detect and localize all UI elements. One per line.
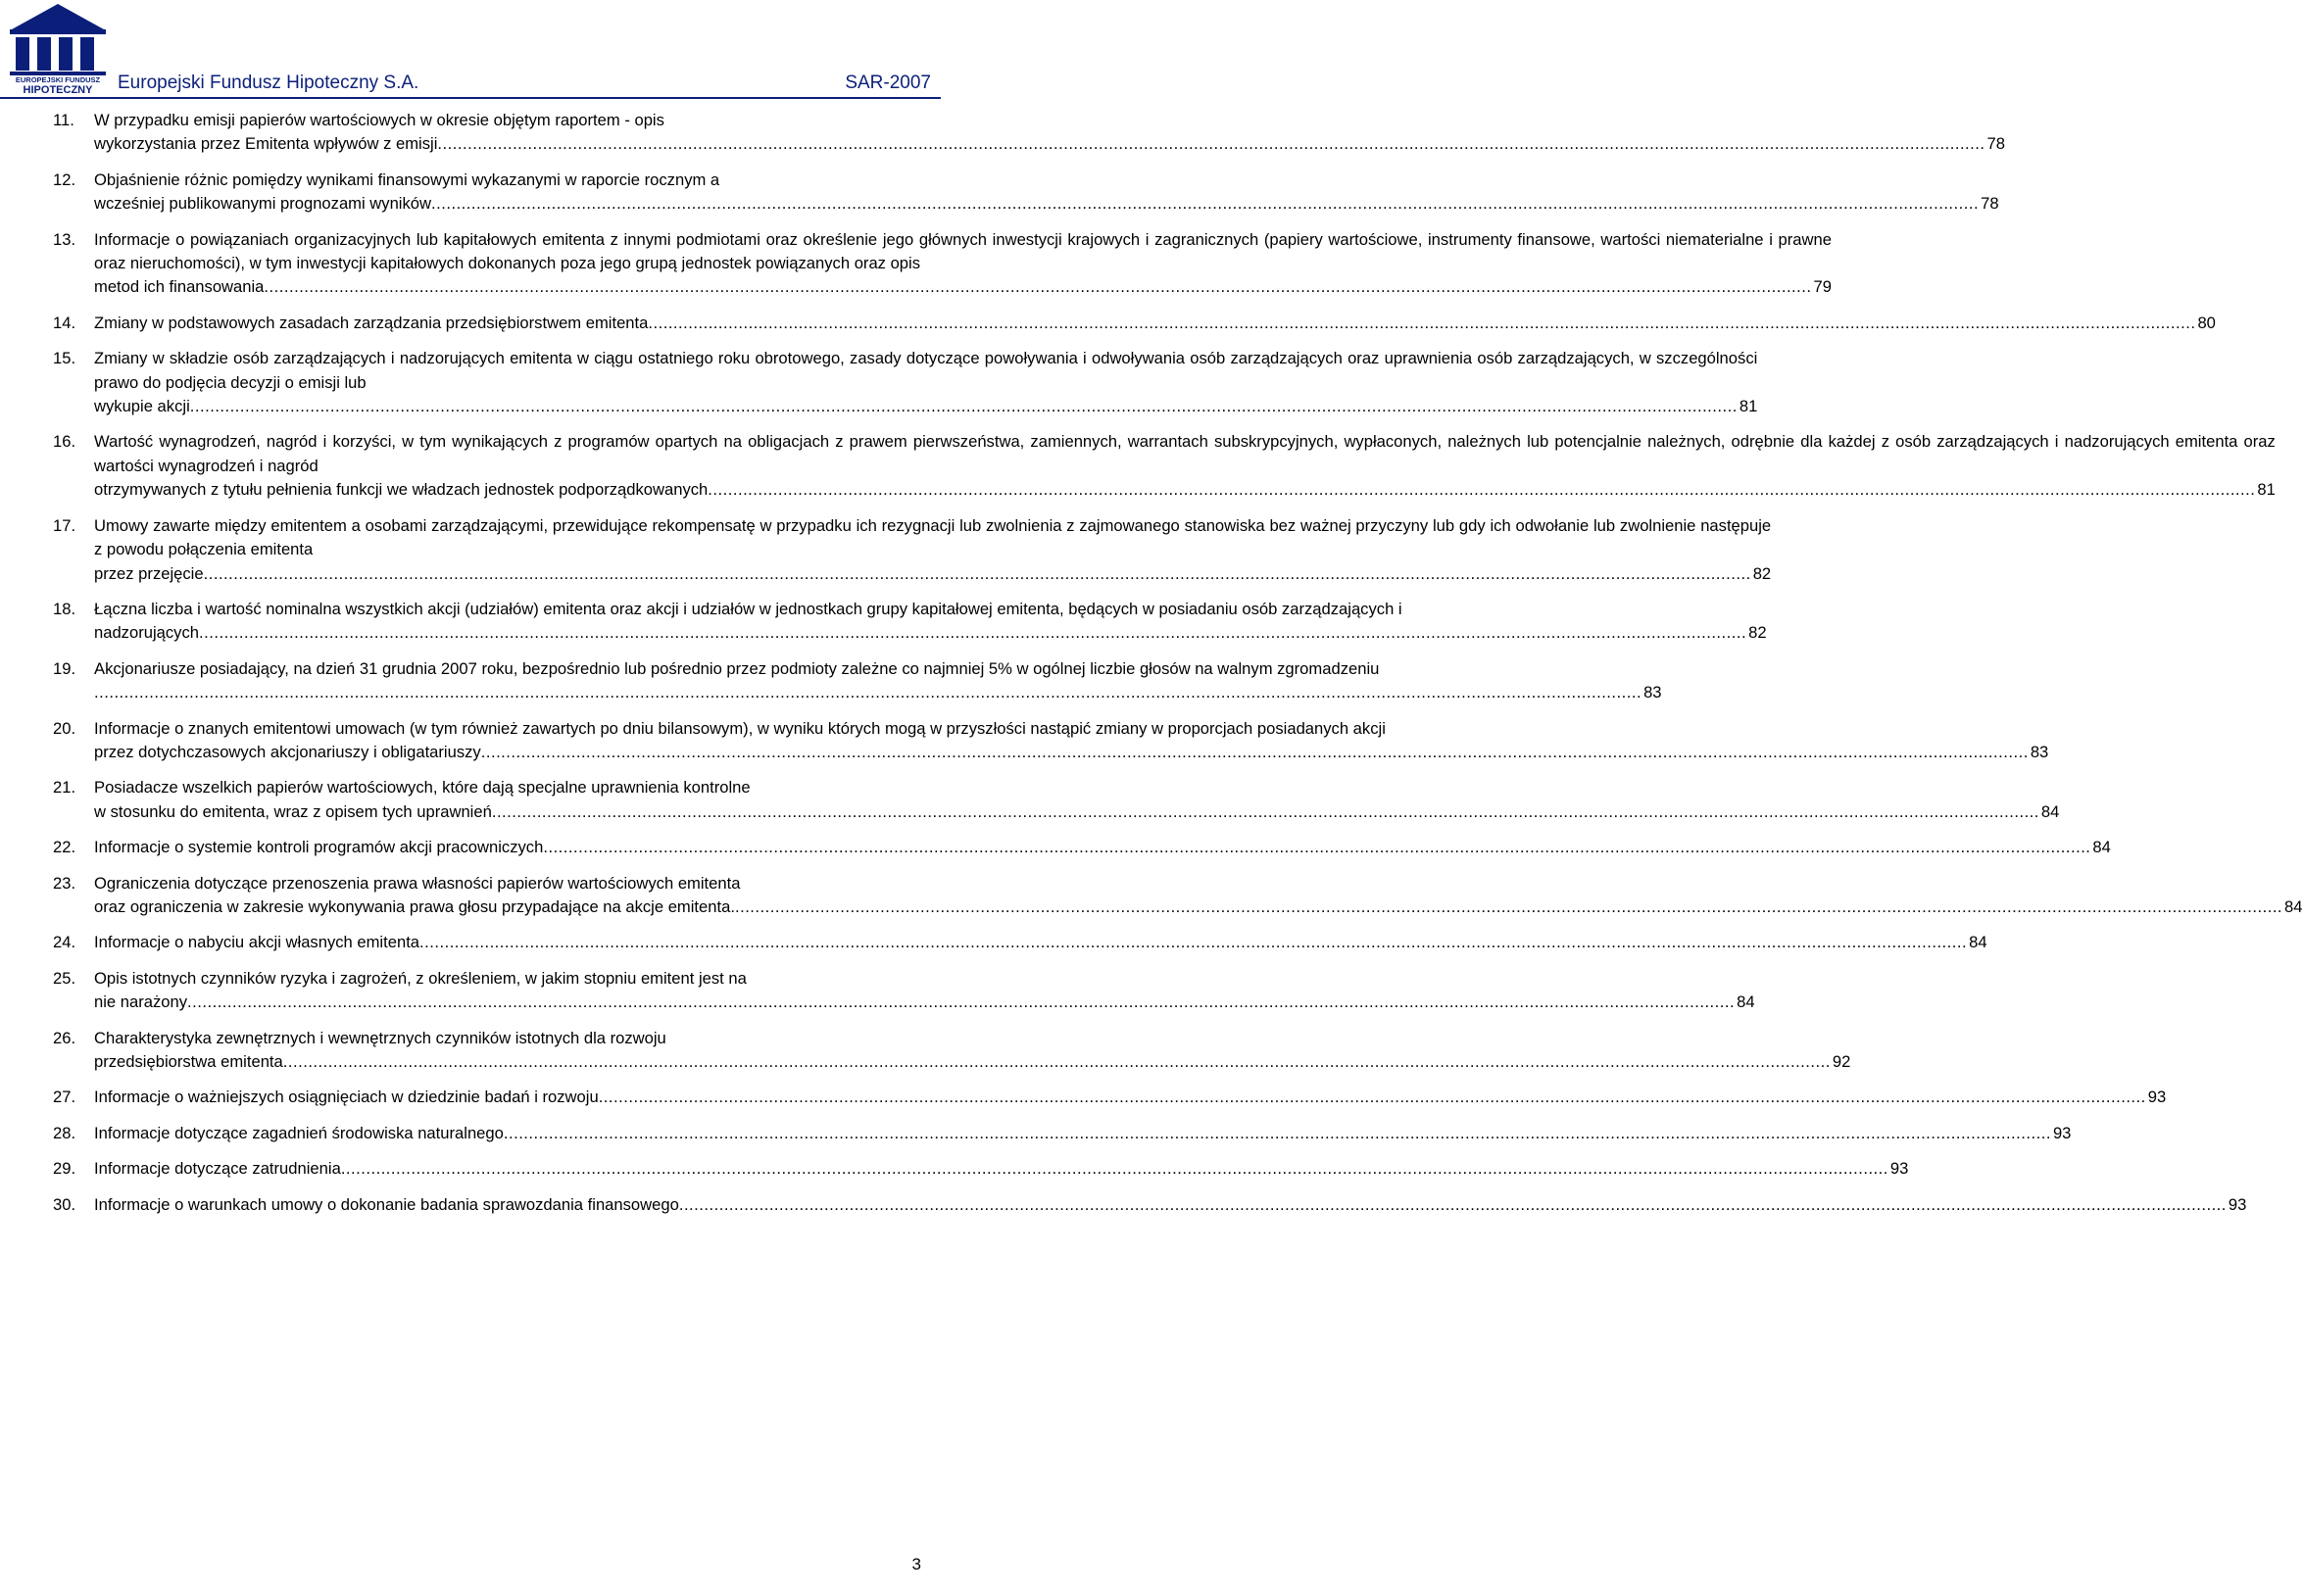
toc-entry-title-end: oraz ograniczenia w zakresie wykonywania prawa głosu przypadające na akcje emitenta.	[94, 896, 735, 916]
toc-entry-number: 12.	[53, 169, 76, 189]
dot-leader	[204, 562, 1751, 586]
dot-leader	[431, 192, 1979, 216]
toc-entry[interactable]	[53, 1122, 2072, 1145]
toc-entry-leader-line	[94, 991, 1755, 1014]
dot-leader	[492, 800, 2039, 824]
toc-entry-number: 27.	[53, 1088, 76, 1107]
report-code: SAR-2007	[845, 73, 931, 93]
toc-entry-number: 14.	[53, 313, 76, 332]
toc-entry[interactable]	[53, 717, 2049, 765]
toc-entry-page[interactable]: 78	[1986, 134, 2005, 154]
toc-entry-number: 23.	[53, 873, 76, 893]
toc-entry[interactable]	[53, 514, 1772, 586]
toc-entry[interactable]	[53, 598, 1767, 646]
toc-entry[interactable]	[53, 931, 1987, 954]
toc-entry-text	[94, 109, 2005, 157]
toc-entry-text	[94, 657, 1662, 705]
toc-entry[interactable]	[53, 1027, 1851, 1075]
toc-entry-number: 28.	[53, 1123, 76, 1142]
toc-entry-title: Akcjonariusze posiadający, na dzień 31 grudnia 2007 roku, bezpośrednio lub pośrednio przez podmioty zależne co najmniej 5% w ogólnej liczbie głosów na walnym zgromadzeniu	[94, 658, 1380, 678]
toc-entry-leader-line	[94, 800, 2059, 824]
dot-leader	[187, 991, 1735, 1014]
toc-entry-leader-line	[94, 478, 2276, 502]
toc-entry-leader-line	[94, 621, 1767, 645]
toc-entry-page[interactable]: 83	[1643, 683, 1662, 702]
toc-entry-title: Posiadacze wszelkich papierów wartościowych, które dają specjalne uprawnienia kontrolne	[94, 778, 751, 798]
toc-entry-text	[94, 514, 1771, 586]
toc-entry-number: 29.	[53, 1159, 76, 1179]
toc-entry-title-end: Informacje o nabyciu akcji własnych emitenta	[94, 933, 420, 952]
toc-entry-title-end: nadzorujących	[94, 623, 200, 643]
toc-entry-page[interactable]: 82	[1752, 563, 1772, 583]
toc-entry-number: 18.	[53, 599, 76, 618]
dot-leader	[264, 275, 1811, 299]
toc-entry-title-end: wcześniej publikowanymi prognozami wyników	[94, 194, 432, 214]
toc-entry-page[interactable]: 84	[2092, 838, 2111, 857]
page-number: 3	[911, 1555, 921, 1573]
toc-entry-title-end: Zmiany w podstawowych zasadach zarządzania przedsiębiorstwem emitenta	[94, 313, 649, 332]
toc-entry-leader-line	[94, 741, 2048, 764]
page-header	[0, 0, 941, 98]
dot-leader	[708, 478, 2255, 502]
toc-entry-title: Łączna liczba i wartość nominalna wszystkich akcji (udziałów) emitenta oraz akcji i udziałów w jednostkach grupy kapitałowej emitenta, będących w posiadaniu osób zarządzających i	[94, 599, 1402, 618]
dot-leader	[94, 681, 1642, 704]
toc-entry-title: Opis istotnych czynników ryzyka i zagrożeń, z określeniem, w jakim stopniu emitent jest na	[94, 968, 747, 988]
toc-entry-text	[94, 1086, 2166, 1109]
toc-entry-number: 19.	[53, 658, 76, 678]
toc-entry-title: Wartość wynagrodzeń, nagród i korzyści, w tym wynikających z programów opartych na obligacjach z prawem pierwszeństwa, zamiennych, warrantach subskrypcyjnych, wypłaconych, należnych lub potencjalnie należnych, odrębnie dla każdej z osób zarządzających i nadzorujących emitenta oraz wartości wynagrodzeń i nagród	[94, 432, 2276, 475]
toc-entry-page[interactable]: 93	[2147, 1088, 2167, 1107]
company-name: Europejski Fundusz Hipoteczny S.A.	[118, 73, 419, 93]
toc-entry[interactable]	[53, 109, 2005, 157]
toc-entry[interactable]	[53, 776, 2060, 824]
toc-entry-text	[94, 228, 1832, 300]
toc-entry-title-end: przez przejęcie	[94, 563, 204, 583]
toc-entry-title-end: Informacje dotyczące zatrudnienia	[94, 1159, 341, 1179]
toc-entry-title: Zmiany w składzie osób zarządzających i nadzorujących emitenta w ciągu ostatniego roku obrotowego, zasady dotyczące powoływania i odwoływania osób zarządzających oraz uprawnienia osób zarządzających, w szczególności prawo do podjęcia decyzji o emisji lub	[94, 349, 1758, 392]
toc-entry-text	[94, 430, 2276, 502]
toc-entry-leader-line	[94, 562, 1771, 586]
toc-entry-title: Charakterystyka zewnętrznych i wewnętrznych czynników istotnych dla rozwoju	[94, 1028, 666, 1047]
toc-entry-page[interactable]: 81	[1739, 397, 1758, 416]
toc-entry[interactable]	[53, 657, 1662, 705]
toc-entry-title: W przypadku emisji papierów wartościowych w okresie objętym raportem - opis	[94, 111, 664, 129]
toc-entry-text	[94, 717, 2048, 765]
toc-entry-title-end: wykorzystania przez Emitenta wpływów z emisji	[94, 134, 438, 154]
dot-leader	[648, 312, 2195, 335]
toc-entry-leader-line	[94, 275, 1832, 299]
toc-entry[interactable]	[53, 836, 2111, 859]
toc-entry-page[interactable]: 84	[1969, 933, 1987, 952]
toc-entry-leader-line	[94, 895, 2303, 919]
toc-entry-title-end: Informacje o warunkach umowy o dokonanie badania sprawozdania finansowego	[94, 1194, 679, 1214]
toc-entry-leader-line	[94, 1086, 2166, 1109]
toc-entry-page[interactable]: 81	[2257, 480, 2276, 500]
dot-leader	[341, 1157, 1888, 1181]
toc-entry-title-end: przedsiębiorstwa emitenta	[94, 1052, 283, 1071]
toc-entry-text	[94, 312, 2216, 335]
dot-leader	[283, 1050, 1831, 1074]
toc-entry-title-end: Informacje dotyczące zagadnień środowiska naturalnego	[94, 1123, 504, 1142]
toc-entry-number: 11.	[53, 111, 74, 129]
toc-entry-page[interactable]: 80	[2197, 313, 2216, 332]
dot-leader	[199, 621, 1746, 645]
toc-entry-title-end: przez dotychczasowych akcjonariuszy i obligatariuszy	[94, 742, 481, 761]
toc-entry[interactable]	[53, 430, 2276, 502]
toc-entry[interactable]	[53, 872, 2303, 920]
toc-entry-title-end: wykupie akcji	[94, 397, 190, 416]
toc-entry-title-end: Informacje o systemie kontroli programów akcji pracowniczych	[94, 838, 544, 857]
toc-entry-leader-line	[94, 1050, 1850, 1074]
toc-entry-title: Umowy zawarte między emitentem a osobami zarządzającymi, przewidujące rekompensatę w przypadku ich rezygnacji lub zwolnienia z zajmowanego stanowiska bez ważnej przyczyny lub gdy ich odwołanie lub zwolnienie następuje z powodu połączenia emitenta	[94, 515, 1772, 559]
toc-entry-leader-line	[94, 1122, 2071, 1145]
toc-entry-page[interactable]: 84	[2284, 896, 2303, 916]
toc-entry-page[interactable]: 93	[2052, 1123, 2072, 1142]
toc-entry-leader-line	[94, 192, 1999, 216]
dot-leader	[599, 1086, 2146, 1109]
toc-entry-title-end: Informacje o ważniejszych osiągnięciach w dziedzinie badań i rozwoju	[94, 1088, 599, 1107]
toc-entry-text	[94, 1027, 1850, 1075]
table-of-contents	[53, 109, 2303, 1229]
toc-entry-number: 24.	[53, 933, 76, 952]
toc-entry-number: 21.	[53, 778, 76, 798]
toc-entry-number: 26.	[53, 1028, 76, 1047]
toc-entry-text	[94, 347, 1757, 418]
toc-entry[interactable]	[53, 1157, 1909, 1181]
toc-entry-text	[94, 169, 1999, 217]
toc-entry-page[interactable]: 92	[1832, 1052, 1851, 1071]
dot-leader	[735, 895, 2282, 919]
toc-entry-page[interactable]: 84	[2040, 801, 2060, 821]
toc-entry[interactable]	[53, 347, 1758, 418]
dot-leader	[504, 1122, 2051, 1145]
toc-entry-number: 22.	[53, 838, 76, 857]
toc-entry-title-end: w stosunku do emitenta, wraz z opisem tych uprawnień	[94, 801, 492, 821]
toc-entry-number: 25.	[53, 968, 76, 988]
toc-entry-title: Informacje o powiązaniach organizacyjnych lub kapitałowych emitenta z innymi podmiotami oraz określenie jego głównych inwestycji krajowych i zagranicznych (papiery wartościowe, instrumenty finansowe, wartości niematerialne i prawne oraz nieruchomości), w tym inwestycji kapitałowych dokonanych poza jego grupą jednostek powiązanych oraz opis	[94, 229, 1832, 273]
toc-entry-text	[94, 1122, 2071, 1145]
toc-entry-page[interactable]: 84	[1737, 992, 1755, 1012]
toc-entry-text	[94, 1157, 1908, 1181]
toc-entry-number: 30.	[53, 1194, 76, 1214]
toc-entry-leader-line	[94, 1193, 2246, 1217]
toc-entry-text	[94, 967, 1755, 1015]
header-divider	[0, 97, 941, 99]
svg-text:EUROPEJSKI FUNDUSZ: EUROPEJSKI FUNDUSZ	[15, 75, 101, 84]
dot-leader	[679, 1193, 2227, 1217]
toc-entry-title-end: nie narażony	[94, 992, 188, 1012]
fund-logo	[2, 0, 114, 95]
toc-entry-page[interactable]: 82	[1748, 623, 1767, 643]
toc-entry-text	[94, 776, 2059, 824]
toc-entry-page[interactable]: 79	[1813, 277, 1832, 297]
toc-entry-text	[94, 598, 1767, 646]
toc-entry-page[interactable]: 83	[2030, 742, 2049, 761]
toc-entry[interactable]	[53, 312, 2216, 335]
toc-entry-text	[94, 836, 2111, 859]
toc-entry-title-end: metod ich finansowania	[94, 277, 265, 297]
dot-leader	[543, 836, 2090, 859]
toc-entry[interactable]	[53, 1193, 2247, 1217]
toc-entry-leader-line	[94, 681, 1662, 704]
toc-entry-text	[94, 931, 1987, 954]
toc-entry-text	[94, 872, 2303, 920]
toc-entry-number: 16.	[53, 432, 76, 452]
toc-entry[interactable]	[53, 169, 1999, 217]
dot-leader	[437, 132, 1984, 156]
toc-entry-number: 13.	[53, 229, 76, 249]
toc-entry-page[interactable]: 78	[1981, 194, 1999, 214]
toc-entry[interactable]	[53, 967, 1755, 1015]
toc-entry-leader-line	[94, 312, 2216, 335]
toc-entry-leader-line	[94, 836, 2111, 859]
toc-entry-leader-line	[94, 931, 1987, 954]
toc-entry[interactable]	[53, 1086, 2167, 1109]
toc-entry-title: Objaśnienie różnic pomiędzy wynikami finansowymi wykazanymi w raporcie rocznym a	[94, 169, 720, 189]
toc-entry-leader-line	[94, 132, 2005, 156]
svg-text:HIPOTECZNY: HIPOTECZNY	[23, 84, 93, 96]
toc-entry-number: 17.	[53, 515, 76, 535]
toc-entry-page[interactable]: 93	[2228, 1194, 2247, 1214]
toc-entry-number: 15.	[53, 349, 76, 368]
toc-entry-page[interactable]: 93	[1889, 1159, 1909, 1179]
dot-leader	[481, 741, 2029, 764]
toc-entry-title: Ograniczenia dotyczące przenoszenia prawa własności papierów wartościowych emitenta	[94, 873, 741, 893]
toc-entry-title-end: otrzymywanych z tytułu pełnienia funkcji we władzach jednostek podporządkowanych	[94, 480, 709, 500]
dot-leader	[419, 931, 1967, 954]
toc-entry-leader-line	[94, 395, 1757, 418]
toc-entry-text	[94, 1193, 2246, 1217]
toc-entry-leader-line	[94, 1157, 1908, 1181]
dot-leader	[190, 395, 1738, 418]
toc-entry[interactable]	[53, 228, 1832, 300]
toc-entry-number: 20.	[53, 718, 76, 738]
toc-entry-title: Informacje o znanych emitentowi umowach (w tym również zawartych po dniu bilansowym), w wyniku których mogą w przyszłości nastąpić zmiany w proporcjach posiadanych akcji	[94, 718, 1386, 738]
